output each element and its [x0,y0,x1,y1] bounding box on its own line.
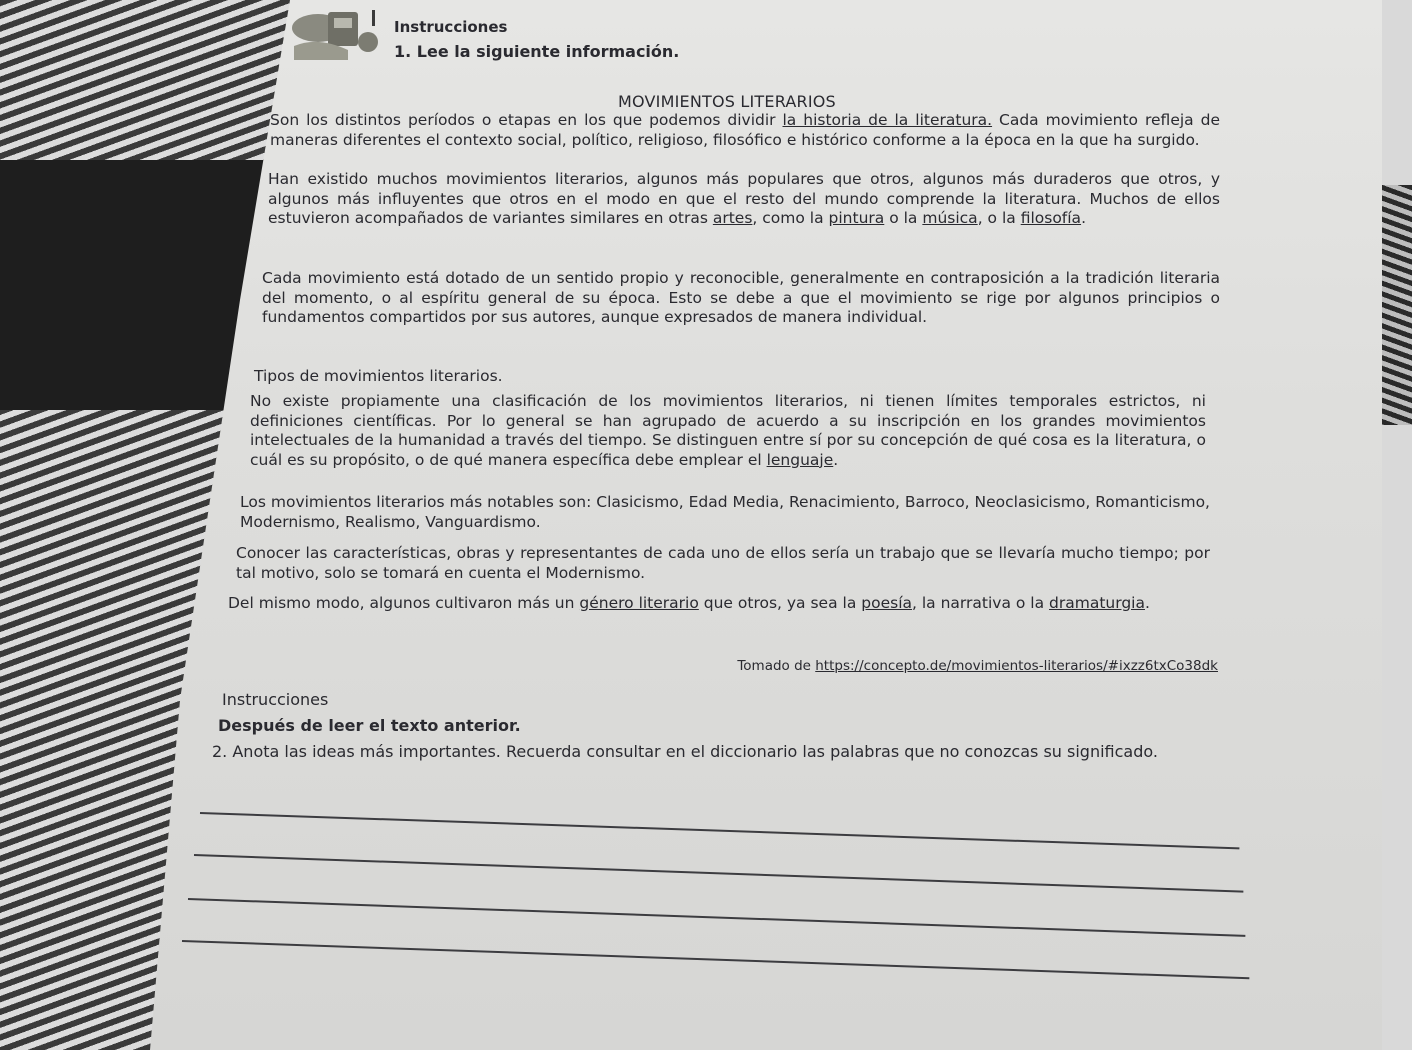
link-genero-literario[interactable]: género literario [579,594,699,612]
paragraph-definition: Son los distintos períodos o etapas en los que podemos dividir la historia de la literatura. Cada movimiento refleja de maneras diferentes el contexto social, político, religioso, filosófico e histórico conforme a la época en la que ha surgido. [270,111,1220,149]
article-heading: MOVIMIENTOS LITERARIOS [618,92,836,111]
source-link[interactable]: https://concepto.de/movimientos-literarios/#ixzz6txCo38dk [815,658,1218,674]
instructions-logo-icon [288,6,384,64]
link-poesia[interactable]: poesía [861,594,913,612]
link-lenguaje[interactable]: lenguaje [766,450,834,469]
step-1-instruction: 1. Lee la siguiente información. [394,42,680,61]
source-citation: Tomado de https://concepto.de/movimientos-literarios/#ixzz6txCo38dk [737,658,1218,674]
link-dramaturgia[interactable]: dramaturgia [1049,594,1145,612]
after-reading-note: Después de leer el texto anterior. [218,716,521,735]
link-musica[interactable]: música [922,209,978,227]
paragraph-variety: Han existido muchos movimientos literarios, algunos más populares que otros, algunos más duraderos que otros, y algunos más influyentes que otros en el modo en que el resto del mundo comprende la literatura. Muchos de ellos estuvieron acompañados de variantes similares en otras artes, como la pintura o la música, o la filosofía. [268,170,1220,227]
link-historia-literatura[interactable]: la historia de la literatura. [782,111,993,129]
types-subtitle: Tipos de movimientos literarios. [254,367,503,385]
paragraph-genres: Del mismo modo, algunos cultivaron más un género literario que otros, ya sea la poesía, la narrativa o la dramaturgia. [228,594,1150,612]
paragraph-modernism: Conocer las características, obras y representantes de cada uno de ellos sería un trabajo que se llevaría mucho tiempo; por tal motivo, solo se tomará en cuenta el Modernismo. [236,544,1210,582]
paragraph-sense: Cada movimiento está dotado de un sentido propio y reconocible, generalmente en contraposición a la tradición literaria del momento, o al espíritu general de su época. Esto se debe a que el movimiento se rige por algunos principios o fundamentos compartidos por sus autores, aunque expresados de manera individual. [262,269,1220,326]
link-filosofia[interactable]: filosofía [1020,209,1082,227]
link-artes[interactable]: artes [712,209,753,227]
step-2-instruction: 2. Anota las ideas más importantes. Recuerda consultar en el diccionario las palabras que no conozcas su significado. [212,742,1158,761]
instructions-title: Instrucciones [394,18,508,36]
paragraph-classification: No existe propiamente una clasificación de los movimientos literarios, ni tienen límites temporales estrictos, ni definiciones científicas. Por lo general se han agrupado de acuerdo a su inscripción en los grandes movimientos intelectuales de la humanidad a través del tiempo. Se distinguen entre sí por su concepción de qué cosa es la literatura, o cuál es su propósito, o de qué manera específica debe emplear el lenguaje. [250,392,1206,469]
link-pintura[interactable]: pintura [828,209,885,227]
paragraph-notable-movements: Los movimientos literarios más notables son: Clasicismo, Edad Media, Renacimiento, Barroco, Neoclasicismo, Romanticismo, Modernismo, Realismo, Vanguardismo. [240,493,1210,531]
instructions-title-2: Instrucciones [222,690,329,709]
